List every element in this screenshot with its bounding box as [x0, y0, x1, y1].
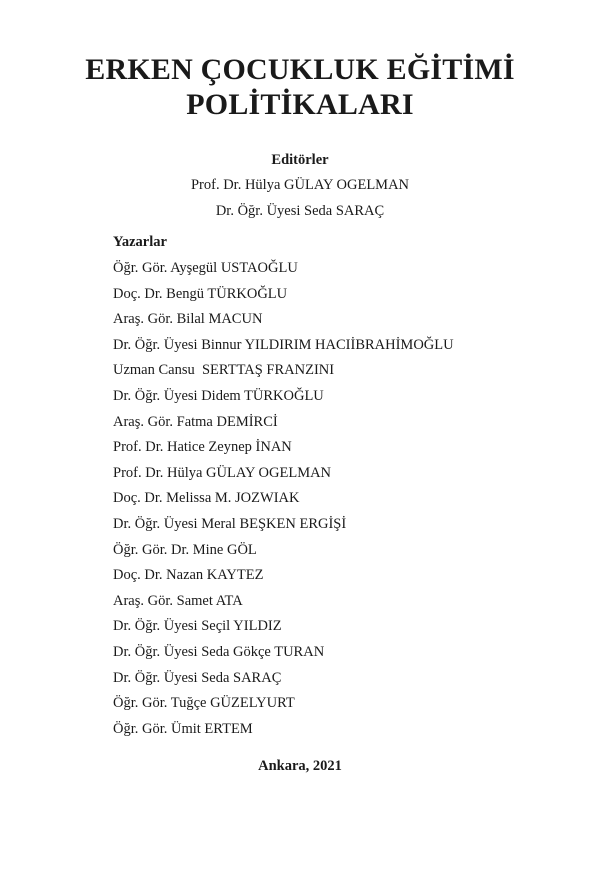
author-name: Öğr. Gör. Dr. Mine GÖL	[113, 541, 257, 558]
editors-heading: Editörler	[271, 152, 329, 168]
author-name: Doç. Dr. Melissa M. JOZWIAK	[113, 490, 300, 507]
author-name: Doç. Dr. Bengü TÜRKOĞLU	[113, 285, 288, 302]
author-name: Dr. Öğr. Üyesi Seçil YILDIZ	[113, 618, 282, 635]
author-name: Öğr. Gör. Tuğçe GÜZELYURT	[113, 695, 295, 712]
place-and-date: Ankara, 2021	[258, 758, 342, 774]
book-title-line-2: POLİTİKALARI	[186, 88, 414, 121]
author-name: Dr. Öğr. Üyesi Binnur YILDIRIM HACIİBRAHİMOĞLU	[113, 336, 454, 353]
book-title	[0, 52, 600, 122]
author-list	[113, 258, 454, 744]
author-name: Araş. Gör. Samet ATA	[113, 592, 243, 609]
book-title-line-1: ERKEN ÇOCUKLUK EĞİTİMİ	[85, 53, 515, 86]
author-name: Dr. Öğr. Üyesi Meral BEŞKEN ERGİŞİ	[113, 515, 347, 532]
author-name: Öğr. Gör. Ümit ERTEM	[113, 720, 253, 737]
editor-name: Dr. Öğr. Üyesi Seda SARAÇ	[215, 203, 385, 219]
author-name: Prof. Dr. Hülya GÜLAY OGELMAN	[113, 464, 332, 481]
author-name: Prof. Dr. Hatice Zeynep İNAN	[113, 439, 292, 456]
author-name: Uzman Cansu SERTTAŞ FRANZINI	[113, 362, 335, 379]
editor-name: Prof. Dr. Hülya GÜLAY OGELMAN	[190, 177, 410, 193]
author-name: Öğr. Gör. Ayşegül USTAOĞLU	[113, 260, 298, 276]
author-name: Doç. Dr. Nazan KAYTEZ	[113, 567, 264, 584]
author-name: Dr. Öğr. Üyesi Seda SARAÇ	[113, 669, 282, 686]
author-name: Araş. Gör. Bilal MACUN	[113, 311, 263, 328]
author-name: Dr. Öğr. Üyesi Seda Gökçe TURAN	[113, 643, 325, 660]
author-name: Dr. Öğr. Üyesi Didem TÜRKOĞLU	[113, 387, 324, 404]
authors-heading: Yazarlar	[113, 234, 167, 250]
author-name: Araş. Gör. Fatma DEMİRCİ	[113, 413, 278, 430]
